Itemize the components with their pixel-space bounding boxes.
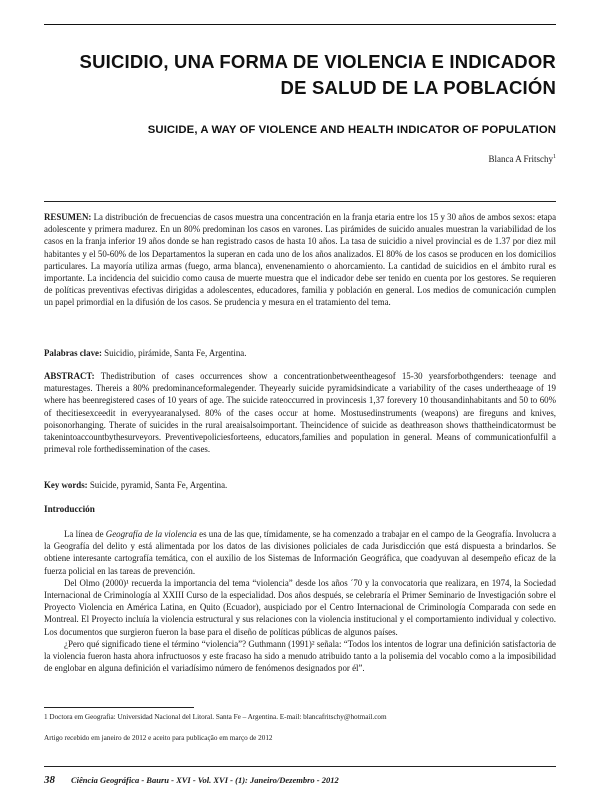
footnote-1: 1 Doctora em Geografia: Universidad Nacional del Litoral. Santa Fe – Argentina. E-mail: blancafritschy@hotmail.com [44,713,387,721]
abstract-label: ABSTRACT: [44,371,95,381]
p1-post: es una de las que, tímidamente, se ha comenzado a trabajar en el campo de la Geografía. Involucra a la Geografía del delito y está alimentada por los datos de las divisiones policiales de cada Jurisdicción que está dispuesta a brindarlos. Se obtiene interesante cartografía temática, con el auxilio de los Sistemas de Información Geográfica, que coadyuvan al desempeño eficaz de la fuerza policial en las tareas de prevención. [44,529,557,576]
section-heading-introduccion: Introducción [44,504,95,514]
page-footer [44,774,556,786]
received-note: Artigo recebido em janeiro de 2012 e aceito para publicação em março de 2012 [44,734,273,742]
intro-paragraph-3: ¿Pero qué significado tiene el término “violencia”? Guthmann (1991)² señala: “Todos los intentos de lograr una definición satisfactoria de la violencia fueron hasta ahora infructuosos y este fracaso ha sido a menudo atribuido tanto a la polisemia del vocablo como a la imposibilidad de englobar en alguna definición el variadísimo número de fenómenos designados por él”. [44,638,556,674]
footer-rule [44,766,556,767]
palabras-label: Palabras clave: [44,348,102,358]
author-footnote-mark: 1 [553,154,556,160]
article-title-english: SUICIDE, A WAY OF VIOLENCE AND HEALTH INDICATOR OF POPULATION [147,124,556,136]
author-name: Blanca A Fritschy [488,154,553,164]
abstract-block [44,370,556,455]
abstract-text: Thedistribution of cases occurrences show a concentrationbetweentheagesof 15-30 yearsforbothgenders: teenage and maturestages. Thereis a 80% predominanceformalegender. Theyearly suicide pyramidsindicate a variability of the cases undertheaage of 19 where has beenregistered cases of 10 years of age. The suicide rateoccurred in provincesis 1,37 forevery 10 thousandinhabitants and 50 to 60% of thecitiesexceedit in everyyearanalysed. 80% of the cases occur at home. Mostusedinstruments (weapons) are fireguns and knives, poisonorhanging. Therate of suicides in the rural areaisalsoimportant. Theincidence of suicide as deathreason shows thattheindicatormust be takenintoaccountbythesurveyors. Preventivepoliciesforteens, educators,families and population in general. Means of communicationfulfil a primeval role forthedissemination of the cases. [44,371,556,455]
resumen-text: La distribución de frecuencias de casos muestra una concentración en la franja etaria entre los 15 y 30 años de ambos sexos: etapa adolescente y primera madurez. En un 80% predominan los casos en varones. Las pirámides de suicido anuales muestran la variabilidad de los casos en la franja inferior 19 años donde se han registrado casos de hasta 10 años. La tasa de suicidio a nivel provincial es de 1.37 por diez mil habitantes y el 50-60% de los Departamentos la superan en cada uno de los años analizados. El 80% de los casos se producen en los domicilios particulares. La mayoría utiliza armas (fuego, arma blanca), envenenamiento o ahorcamiento. La cantidad de suicidios en el ámbito rural es importante. La incidencia del suicidio como causa de muerte muestra que el indicador debe ser tenido en cuenta por los gestores. Se requieren de políticas preventivas efectivas dirigidas a adolescentes, educadores, familia y población en general. Los medios de comunicación cumplen un papel primordial en la difusión de los casos. Se prudencia y mesura en el tratamiento del tema. [44,212,557,308]
article-title-spanish [36,49,556,101]
keywords-label: Key words: [44,480,88,490]
p1-emphasis: Geografía de la violencia [105,529,197,539]
palabras-text: Suicidio, pirámide, Santa Fe, Argentina. [104,348,247,358]
resumen-block [44,211,556,309]
key-words [44,479,556,491]
resumen-label: RESUMEN: [44,212,92,222]
header-separator [44,201,556,202]
page-number: 38 [44,774,55,786]
intro-paragraph-2: Del Olmo (2000)¹ recuerda la importancia del tema “violencia” desde los años ´70 y la convocatoria que realizara, en 1974, la Sociedad Internacional de Criminología al XXIII Curso de la especialidad. Dos años después, se celebraría el Primer Seminario de Investigación sobre el Proyecto Violencia en América Latina, en Quito (Ecuador), auspiciado por el Centro Internacional de Criminología Comparada con sede en Montreal. El Proyecto incluía la violencia estructural y sus relaciones con la violencia institucional y el comportamiento individual y colectivo. Los documentos que surgieron fueron la base para el diseño de políticas públicas de algunos países. [44,577,556,637]
palabras-clave [44,347,556,359]
p1-pre: La línea de [64,529,106,539]
intro-paragraph-1 [44,528,556,577]
title-line-1: SUICIDIO, UNA FORMA DE VIOLENCIA E INDICADOR [79,51,556,72]
keywords-text: Suicide, pyramid, Santa Fe, Argentina. [89,480,228,490]
top-rule [44,24,556,25]
journal-citation: Ciência Geográfica - Bauru - XVI - Vol. XVI - (1): Janeiro/Dezembro - 2012 [71,775,339,785]
author-line [256,154,556,164]
footnote-separator [44,707,194,708]
title-line-2: DE SALUD DE LA POBLACIÓN [280,77,556,98]
intro-body [44,528,556,674]
